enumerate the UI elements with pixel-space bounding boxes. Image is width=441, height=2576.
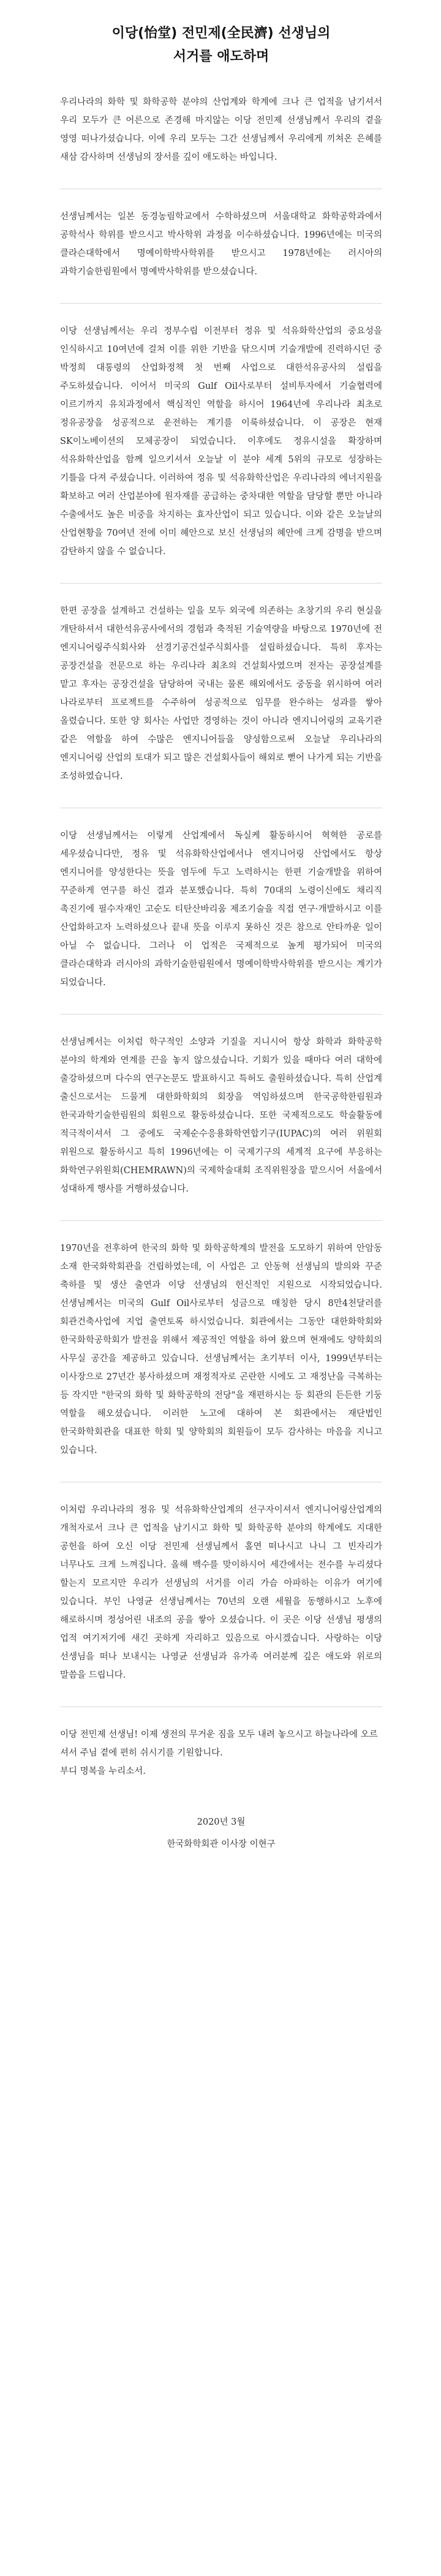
paragraph-7-chemistry-hall: 1970년을 전후하여 한국의 화학 및 화학공학계의 발전을 도모하기 위하여 안암동 소재 한국화학회관을 건립하였는데, 이 사업은 고 안동혁 선생님의 발의와 꾸준 축하를 및 생산 출연과 이당 선생님의 헌신적인 지원으로 시작되었습니다. 선생님께서는 미국의 Gulf Oil사로부터 성금으로 매칭한 당시 8만4천달러를 회관건축사업에 지업 출연토록 하시었습니다. 회관에서는 그동안 대한화학회와 한국화학공학회가 발전을 위해서 제공적인 역할을 하여 왔으며 현재에도 양학회의 사무실 공간을 제공하고 있습니다. 선생님께서는 초기부터 이사, 1999년부터는 이사장으로 27년간 봉사하셨으며 재정적자로 곤란한 시에도 고 재정난을 극복하는 등 작지만 "한국의 화학 및 화학공학의 전당"을 재편하시는 등 회관의 든든한 기둥 역할을 해오셨습니다. 이러한 노고에 대하여 본 회관에서는 재단법인 한국화학회관을 대표한 학회 및 양학회의 회원들이 모두 감사하는 마음을 지니고 있습니다. bbox=[60, 1220, 382, 1482]
closing-line-1: 이당 전민제 선생님! 이제 생전의 무거운 짐을 모두 내려 놓으시고 하늘나라에 오르셔서 주님 곁에 편히 쉬시기를 기원합니다. bbox=[60, 1730, 378, 1758]
paragraph-3-petroleum-industry: 이당 선생님께서는 우리 정부수립 이전부터 정유 및 석유화학산업의 중요성을 인식하시고 10여년에 걸쳐 이를 위한 기반을 닦으시며 기술개발에 진력하시던 중 박정희 대통령의 산업화정책 첫 번째 사업으로 대한석유공사의 설립을 주도하셨습니다. 이어서 미국의 Gulf Oil사로부터 설비투자에서 기술협력에 이르기까지 유치과정에서 핵심적인 역할을 하시어 1964년에 우리나라 최초로 정유공장을 성공적으로 운전하는 계기를 이룩하셨습니다. 이 공장은 현재 SK이노베이션의 모체공장이 되었습니다. 이후에도 정유시설을 확장하며 석유화학산업을 함께 일으키셔서 오늘날 이 분야 세계 5위의 규모로 성장하는 기틀을 다져 주셨습니다. 이러하여 정유 및 석유화학산업은 우리나라의 에너지원을 확보하고 여러 산업분야에 원자재를 공급하는 중차대한 역할을 담당할 뿐만 아니라 수출에서도 높은 비중을 차지하는 효자산업이 되고 있습니다. 이와 같은 오늘날의 산업현황을 70여년 전에 이미 혜안으로 보신 선생님의 혜안에 크게 감명을 받으며 감탄하지 않을 수 없습니다. bbox=[60, 303, 382, 583]
closing-line-2: 부디 명복을 누리소서. bbox=[60, 1767, 146, 1776]
paragraph-2-education: 선생님께서는 일본 동경농림학교에서 수학하셨으며 서울대학교 화학공학과에서 공학석사 학위를 받으시고 박사학위 과정을 이수하셨습니다. 1996년에는 미국의 클라슨대학에서 명예이학박사학위를 받으시고 1978년에는 러시아의 과학기술한림원에서 명예박사학위를 받으셨습니다. bbox=[60, 189, 382, 303]
paragraph-6-academic-activities: 선생님께서는 이처럼 학구적인 소양과 기질을 지니시어 항상 화학과 화학공학 분야의 학계와 연계를 끈을 놓지 않으셨습니다. 기회가 있을 때마다 여러 대학에 출강하셨으며 다수의 연구논문도 발표하시고 특허도 출원하셨습니다. 특히 산업계 출신으로서는 드물게 대한화학회의 회장을 역임하셨으며 한국공학한림원과 한국과학기술한림원의 회원으로 활동하셨습니다. 또한 국제적으로도 학술활동에 적극적이셔서 그 중에도 국제순수응용화학연합기구(IUPAC)의 여러 위원회 위원으로 활동하시고 특히 1996년에는 이 국제기구의 세계적 요구에 부응하는 화학연구위원회(CHEMRAWN)의 국제학술대회 조직위원장을 맡으시어 서울에서 성대하게 행사를 거행하셨습니다. bbox=[60, 1014, 382, 1220]
title-line-2: 서거를 애도하며 bbox=[173, 49, 270, 64]
signature-block bbox=[60, 1811, 382, 1855]
paragraph-4-engineering-companies: 한편 공장을 설계하고 건설하는 일을 모두 외국에 의존하는 초창기의 우리 현실을 개탄하셔서 대한석유공사에서의 경험과 축적된 기술역량을 바탕으로 1970년에 전 엔지니어링주식회사와 선경기공건설주식회사를 설립하셨습니다. 특히 후자는 공장건설을 전문으로 하는 우리나라 최초의 건설회사였으며 전자는 공장설계를 맡고 후자는 공장건설을 담당하여 국내는 물론 해외에서도 중동을 위시하여 여러 나라로부터 프로젝트를 수주하여 성공적으로 임무를 완수하는 성과를 쌓아 올렸습니다. 또한 양 회사는 사업만 경영하는 것이 아니라 엔지니어링의 교육기관 같은 역할을 하여 수많은 엔지니어들을 양성함으로써 오늘날 우리나라의 엔지니어링 산업의 토대가 되고 많은 건설회사들이 해외로 뻗어 나가게 되는 기반을 조성하였습니다. bbox=[60, 583, 382, 808]
paragraph-5-research: 이당 선생님께서는 이렇게 산업계에서 독실케 활동하시어 혁혁한 공로를 세우셨습니다만, 정유 및 석유화학산업에서나 엔지니어링 산업에서도 항상 엔지니어를 양성한다는 뜻을 염두에 두고 노력하시는 한편 기술개발을 위하여 꾸준하게 연구를 하신 결과 분포했습니다. 특히 70대의 노령이신에도 채리직 촉진기에 필수자재인 고순도 티탄산바리움 제조기술을 직접 연구·개발하시고 이를 산업화하고자 노력하셨으나 끝내 뜻을 이루지 못하신 것은 참으로 안타까운 일이 아닐 수 없습니다. 그러나 이 업적은 국제적으로 높게 평가되어 미국의 클라슨대학과 러시아의 과학기술한림원에서 명예이학박사학위를 받으시는 계기가 되었습니다. bbox=[60, 808, 382, 1014]
page-title bbox=[60, 22, 382, 69]
title-line-1: 이당(怡堂) 전민제(全民濟) 선생님의 bbox=[111, 26, 331, 41]
signature-author: 한국화학회관 이사장 이현구 bbox=[167, 1839, 276, 1849]
signature-date: 2020년 3월 bbox=[197, 1817, 246, 1827]
paragraph-1-introduction: 우리나라의 화학 및 화학공학 분야의 산업계와 학계에 크나 큰 업적을 남기셔서 우리 모두가 큰 어른으로 존경해 마지않는 이당 전민제 선생님께서 우리의 곁을 영영 떠나가셨습니다. 이에 우리 모두는 그간 선생님께서 우리에게 끼쳐온 은혜를 새삼 감사하며 선생님의 장서를 깊이 애도하는 바입니다. bbox=[60, 97, 382, 162]
closing-section bbox=[60, 1707, 382, 1787]
paragraph-8-condolences: 이처럼 우리나라의 정유 및 석유화학산업계의 선구자이셔서 엔지니어링산업계의 개척자로서 크나 큰 업적을 남기시고 화학 및 화학공학 분야의 학계에도 지대한 공헌을 하여 오신 이당 전민제 선생님께서 홀연 떠나시고 나니 그 빈자리가 너무나도 크게 느껴집니다. 올해 백수를 맞이하시어 세간에서는 전수를 누리셨다 할는지 모르지만 우리가 선생님의 서거를 이리 가슴 아파하는 이유가 여기에 있습니다. 부인 나영균 선생님께서는 70년의 오랜 세월을 동행하시고 노후에 해로하시며 정성어린 내조의 공을 쌓아 오셨습니다. 이 곳은 이당 선생님 평생의 업적 여기저기에 새긴 곳하게 자리하고 있음으로 아시겠습니다. 사랑하는 이당 선생님을 떠나 보내시는 나영균 선생님과 유가족 여러분께 깊은 애도와 위로의 말씀을 드립니다. bbox=[60, 1482, 382, 1707]
